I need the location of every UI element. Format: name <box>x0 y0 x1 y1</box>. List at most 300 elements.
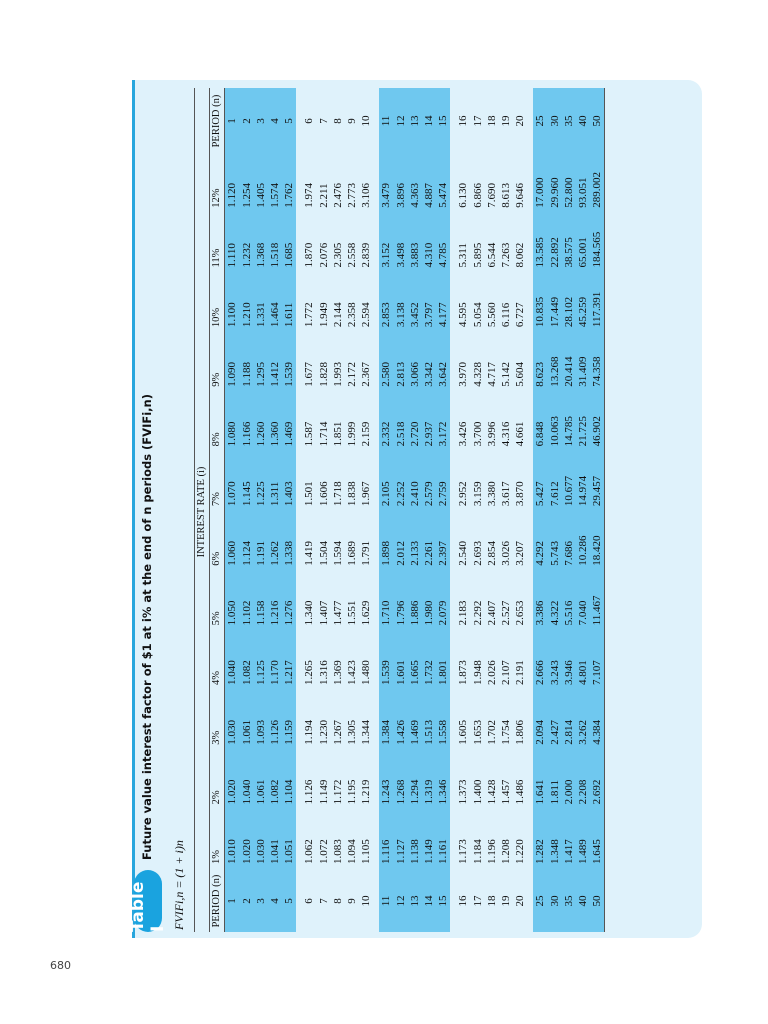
rate-header: 2% <box>210 751 225 811</box>
period-cell: 5 <box>282 870 296 932</box>
factor-cell: 1.149 <box>422 810 436 870</box>
factor-cell: 2.144 <box>331 302 344 328</box>
rate-header: 5% <box>210 572 225 632</box>
table-row <box>422 88 436 932</box>
period-cell: 6 <box>303 898 316 904</box>
period-cell-right: 11 <box>379 88 393 154</box>
period-cell-right: 30 <box>548 88 562 154</box>
factor-cell: 1.457 <box>500 779 513 805</box>
factor-cell: 5.054 <box>471 302 484 328</box>
factor-cell: 1.184 <box>471 839 484 864</box>
table-row <box>359 88 373 932</box>
factor-cell: 1.400 <box>471 779 484 805</box>
factor-cell: 1.102 <box>240 572 254 632</box>
factor-cell: 4.887 <box>422 154 436 214</box>
table-row <box>576 88 590 932</box>
factor-cell: 2.476 <box>331 183 344 208</box>
factor-cell: 9.646 <box>514 183 527 208</box>
factor-cell: 1.605 <box>457 719 470 745</box>
factor-cell: 7.686 <box>562 512 576 572</box>
factor-cell: 1.100 <box>225 273 240 333</box>
factor-cell: 10.835 <box>533 273 547 333</box>
factor-cell: 1.689 <box>346 540 359 566</box>
factor-cell: 1.020 <box>240 810 254 870</box>
factor-cell: 1.501 <box>303 481 316 507</box>
factor-cell: 1.685 <box>282 214 296 274</box>
factor-cell: 2.292 <box>471 600 484 626</box>
period-cell-right: 16 <box>457 115 470 127</box>
factor-cell: 1.641 <box>533 751 547 811</box>
period-cell-right: 12 <box>394 88 408 154</box>
header-columns-row <box>210 88 225 932</box>
factor-cell: 2.839 <box>360 242 373 268</box>
factor-cell: 2.854 <box>485 540 498 566</box>
factor-cell: 1.346 <box>436 751 450 811</box>
factor-cell: 7.612 <box>548 452 562 512</box>
factor-cell: 1.993 <box>331 362 344 387</box>
factor-cell: 1.801 <box>436 631 450 691</box>
factor-cell: 1.426 <box>394 691 408 751</box>
factor-cell: 7.107 <box>590 631 605 691</box>
factor-cell: 8.623 <box>533 333 547 393</box>
factor-cell: 1.191 <box>254 512 268 572</box>
factor-cell: 1.558 <box>436 691 450 751</box>
factor-cell: 1.093 <box>254 691 268 751</box>
factor-cell: 1.208 <box>500 839 513 864</box>
period-cell: 11 <box>379 870 393 932</box>
factor-cell: 3.896 <box>394 154 408 214</box>
factor-cell: 1.949 <box>317 302 330 328</box>
period-cell: 12 <box>394 870 408 932</box>
rotated-table-content <box>128 80 702 938</box>
factor-cell: 5.427 <box>533 452 547 512</box>
factor-cell: 1.225 <box>254 452 268 512</box>
factor-cell: 11.467 <box>590 572 605 632</box>
factor-cell: 1.405 <box>254 154 268 214</box>
factor-cell: 1.601 <box>394 631 408 691</box>
factor-cell: 1.010 <box>225 810 240 870</box>
factor-cell: 3.617 <box>500 481 513 507</box>
table-row <box>331 88 345 932</box>
factor-cell: 2.692 <box>590 751 605 811</box>
header-spacer-left <box>195 870 210 932</box>
factor-cell: 1.188 <box>240 333 254 393</box>
factor-cell: 1.489 <box>576 810 590 870</box>
factor-cell: 3.498 <box>394 214 408 274</box>
factor-cell: 2.952 <box>457 481 470 507</box>
factor-cell: 1.282 <box>533 810 547 870</box>
factor-cell: 1.412 <box>268 333 282 393</box>
factor-cell: 3.970 <box>457 362 470 387</box>
table-row <box>225 88 240 932</box>
factor-cell: 93.051 <box>576 154 590 214</box>
factor-cell: 2.211 <box>317 183 330 208</box>
factor-cell: 1.718 <box>331 481 344 507</box>
factor-cell: 1.170 <box>268 631 282 691</box>
factor-cell: 2.653 <box>514 600 527 626</box>
table-row <box>533 88 547 932</box>
factor-cell: 1.754 <box>500 719 513 745</box>
factor-cell: 2.133 <box>408 512 422 572</box>
period-cell: 25 <box>533 870 547 932</box>
factor-cell: 1.551 <box>346 600 359 626</box>
factor-cell: 5.895 <box>471 242 484 268</box>
factor-cell: 4.384 <box>590 691 605 751</box>
factor-cell: 1.090 <box>225 333 240 393</box>
factor-cell: 6.848 <box>533 393 547 453</box>
factor-cell: 1.539 <box>379 631 393 691</box>
table-row <box>240 88 254 932</box>
factor-cell: 1.762 <box>282 154 296 214</box>
period-header-left: PERIOD (n) <box>210 870 225 932</box>
factor-cell: 1.041 <box>268 810 282 870</box>
factor-cell: 2.814 <box>562 691 576 751</box>
table-row <box>379 88 393 932</box>
fvif-table <box>194 88 605 932</box>
factor-cell: 1.629 <box>360 600 373 626</box>
factor-cell: 21.725 <box>576 393 590 453</box>
factor-cell: 2.518 <box>394 393 408 453</box>
period-cell-right: 18 <box>485 115 498 127</box>
factor-cell: 1.732 <box>422 631 436 691</box>
factor-cell: 1.220 <box>514 839 527 864</box>
factor-cell: 2.159 <box>360 421 373 447</box>
factor-cell: 4.661 <box>514 421 527 447</box>
period-cell: 15 <box>436 870 450 932</box>
period-cell: 14 <box>422 870 436 932</box>
factor-cell: 1.999 <box>346 421 359 447</box>
period-cell: 50 <box>590 870 605 932</box>
period-cell: 18 <box>485 895 498 907</box>
factor-cell: 1.294 <box>408 751 422 811</box>
factor-cell: 2.720 <box>408 393 422 453</box>
factor-cell: 2.094 <box>533 691 547 751</box>
period-cell: 7 <box>317 898 330 904</box>
period-cell-right: 4 <box>268 88 282 154</box>
factor-cell: 1.260 <box>254 393 268 453</box>
factor-cell: 1.469 <box>282 393 296 453</box>
factor-cell: 2.079 <box>436 572 450 632</box>
factor-cell: 1.348 <box>548 810 562 870</box>
factor-cell: 13.585 <box>533 214 547 274</box>
factor-cell: 2.208 <box>576 751 590 811</box>
factor-cell: 1.219 <box>360 779 373 805</box>
factor-cell: 1.116 <box>379 810 393 870</box>
factor-cell: 1.210 <box>240 273 254 333</box>
factor-cell: 5.560 <box>485 302 498 328</box>
rate-header: 6% <box>210 512 225 572</box>
factor-cell: 1.594 <box>331 540 344 566</box>
table-row <box>513 88 527 932</box>
factor-cell: 1.243 <box>379 751 393 811</box>
factor-cell: 7.040 <box>576 572 590 632</box>
period-cell-right: 17 <box>471 115 484 127</box>
factor-cell: 3.026 <box>500 540 513 566</box>
factor-cell: 1.158 <box>254 572 268 632</box>
factor-cell: 4.717 <box>485 362 498 387</box>
factor-cell: 1.316 <box>317 660 330 686</box>
factor-cell: 3.700 <box>471 421 484 447</box>
factor-cell: 1.340 <box>303 600 316 626</box>
period-cell: 17 <box>471 895 484 907</box>
period-cell-right: 6 <box>303 118 316 124</box>
table-row <box>436 88 450 932</box>
factor-cell: 22.892 <box>548 214 562 274</box>
factor-cell: 1.267 <box>331 719 344 745</box>
factor-cell: 3.066 <box>408 333 422 393</box>
factor-cell: 1.061 <box>240 691 254 751</box>
table-row <box>562 88 576 932</box>
period-cell: 20 <box>514 895 527 907</box>
factor-cell: 5.743 <box>548 512 562 572</box>
rate-header: 10% <box>210 273 225 333</box>
factor-cell: 1.811 <box>548 751 562 811</box>
factor-cell: 2.407 <box>485 600 498 626</box>
factor-cell: 1.062 <box>303 839 316 864</box>
factor-cell: 2.332 <box>379 393 393 453</box>
factor-cell: 1.125 <box>254 631 268 691</box>
period-cell-right: 7 <box>317 118 330 124</box>
factor-cell: 1.828 <box>317 362 330 387</box>
factor-cell: 1.368 <box>254 214 268 274</box>
period-cell-right: 20 <box>514 115 527 127</box>
table-row <box>302 88 316 932</box>
factor-cell: 1.195 <box>346 779 359 805</box>
factor-cell: 2.693 <box>471 540 484 566</box>
factor-cell: 1.268 <box>394 751 408 811</box>
factor-cell: 1.518 <box>268 214 282 274</box>
factor-cell: 1.486 <box>514 779 527 805</box>
factor-cell: 2.191 <box>514 660 527 686</box>
period-cell-right: 2 <box>240 88 254 154</box>
factor-cell: 5.311 <box>457 243 470 268</box>
factor-cell: 17.449 <box>548 273 562 333</box>
factor-cell: 6.866 <box>471 183 484 208</box>
factor-cell: 2.076 <box>317 242 330 268</box>
factor-cell: 1.124 <box>240 512 254 572</box>
header-rate-row <box>195 88 210 932</box>
factor-cell: 3.159 <box>471 481 484 507</box>
factor-cell: 1.110 <box>225 214 240 274</box>
period-cell: 8 <box>331 898 344 904</box>
period-cell-right: 1 <box>225 88 240 154</box>
factor-cell: 2.305 <box>331 242 344 268</box>
factor-cell: 6.130 <box>457 183 470 208</box>
factor-cell: 1.653 <box>471 719 484 745</box>
factor-cell: 10.063 <box>548 393 562 453</box>
table-row <box>471 88 485 932</box>
factor-cell: 1.587 <box>303 421 316 447</box>
factor-cell: 1.040 <box>240 751 254 811</box>
table-row <box>345 88 359 932</box>
factor-cell: 1.980 <box>422 572 436 632</box>
factor-cell: 4.801 <box>576 631 590 691</box>
factor-cell: 1.710 <box>379 572 393 632</box>
factor-cell: 1.806 <box>514 719 527 745</box>
period-cell-right: 50 <box>590 88 605 154</box>
table-row <box>456 88 470 932</box>
factor-cell: 1.384 <box>379 691 393 751</box>
factor-cell: 1.127 <box>394 810 408 870</box>
factor-cell: 4.322 <box>548 572 562 632</box>
factor-cell: 2.580 <box>379 333 393 393</box>
factor-cell: 1.513 <box>422 691 436 751</box>
factor-cell: 1.702 <box>485 719 498 745</box>
factor-cell: 45.259 <box>576 273 590 333</box>
factor-cell: 1.060 <box>225 512 240 572</box>
factor-cell: 289.002 <box>590 154 605 214</box>
factor-cell: 1.305 <box>346 719 359 745</box>
factor-cell: 1.083 <box>331 839 344 864</box>
factor-cell: 3.243 <box>548 631 562 691</box>
factor-cell: 1.319 <box>422 751 436 811</box>
factor-cell: 1.611 <box>282 273 296 333</box>
factor-cell: 2.759 <box>436 452 450 512</box>
factor-cell: 1.480 <box>360 660 373 686</box>
factor-cell: 2.261 <box>422 512 436 572</box>
factor-cell: 4.785 <box>436 214 450 274</box>
factor-cell: 1.311 <box>268 452 282 512</box>
factor-cell: 65.001 <box>576 214 590 274</box>
factor-cell: 1.407 <box>317 600 330 626</box>
rate-header: 4% <box>210 631 225 691</box>
rate-header: 8% <box>210 393 225 453</box>
table-row <box>282 88 296 932</box>
table-row <box>499 88 513 932</box>
factor-cell: 4.363 <box>408 154 422 214</box>
factor-cell: 2.527 <box>500 600 513 626</box>
factor-cell: 1.254 <box>240 154 254 214</box>
period-cell-right: 10 <box>360 115 373 127</box>
period-cell-right: 40 <box>576 88 590 154</box>
factor-cell: 1.851 <box>331 421 344 447</box>
factor-cell: 1.539 <box>282 333 296 393</box>
factor-cell: 1.477 <box>331 600 344 626</box>
factor-cell: 1.196 <box>485 839 498 864</box>
table-row <box>394 88 408 932</box>
factor-cell: 1.104 <box>282 751 296 811</box>
factor-cell: 2.853 <box>379 273 393 333</box>
factor-cell: 29.960 <box>548 154 562 214</box>
factor-cell: 4.177 <box>436 273 450 333</box>
factor-cell: 1.050 <box>225 572 240 632</box>
factor-cell: 1.469 <box>408 691 422 751</box>
factor-cell: 8.613 <box>500 183 513 208</box>
factor-cell: 3.642 <box>436 333 450 393</box>
factor-cell: 1.105 <box>360 839 373 864</box>
factor-cell: 2.594 <box>360 302 373 328</box>
factor-cell: 1.061 <box>254 751 268 811</box>
factor-cell: 3.342 <box>422 333 436 393</box>
factor-cell: 1.331 <box>254 273 268 333</box>
table-body <box>225 88 605 932</box>
factor-cell: 1.791 <box>360 540 373 566</box>
factor-cell: 4.328 <box>471 362 484 387</box>
factor-cell: 18.420 <box>590 512 605 572</box>
factor-cell: 1.428 <box>485 779 498 805</box>
table-row <box>590 88 605 932</box>
factor-cell: 1.232 <box>240 214 254 274</box>
factor-cell: 7.690 <box>485 183 498 208</box>
period-cell-right: 25 <box>533 88 547 154</box>
rate-header: 9% <box>210 333 225 393</box>
factor-cell: 1.265 <box>303 660 316 686</box>
factor-cell: 1.030 <box>225 691 240 751</box>
table-row <box>408 88 422 932</box>
period-cell: 4 <box>268 870 282 932</box>
factor-cell: 1.796 <box>394 572 408 632</box>
factor-cell: 20.414 <box>562 333 576 393</box>
factor-cell: 2.183 <box>457 600 470 626</box>
factor-cell: 3.262 <box>576 691 590 751</box>
factor-cell: 2.579 <box>422 452 436 512</box>
rate-header: 12% <box>210 154 225 214</box>
period-cell-right: 5 <box>282 88 296 154</box>
factor-cell: 2.358 <box>346 302 359 328</box>
header-spacer-right <box>195 88 210 154</box>
fvif-table-wrapper <box>194 88 692 932</box>
factor-cell: 3.870 <box>514 481 527 507</box>
factor-cell: 1.574 <box>268 154 282 214</box>
factor-cell: 52.800 <box>562 154 576 214</box>
period-cell-right: 9 <box>346 118 359 124</box>
factor-cell: 2.252 <box>394 452 408 512</box>
factor-cell: 1.403 <box>282 452 296 512</box>
factor-cell: 3.207 <box>514 540 527 566</box>
factor-cell: 6.116 <box>500 302 513 328</box>
factor-cell: 1.082 <box>240 631 254 691</box>
factor-cell: 7.263 <box>500 242 513 268</box>
factor-cell: 3.946 <box>562 631 576 691</box>
factor-cell: 3.797 <box>422 273 436 333</box>
period-cell-right: 13 <box>408 88 422 154</box>
rate-header: 11% <box>210 214 225 274</box>
factor-cell: 2.397 <box>436 512 450 572</box>
factor-cell: 2.937 <box>422 393 436 453</box>
factor-cell: 6.727 <box>514 302 527 328</box>
factor-cell: 1.870 <box>303 242 316 268</box>
factor-cell: 1.126 <box>268 691 282 751</box>
factor-cell: 1.138 <box>408 810 422 870</box>
factor-cell: 1.344 <box>360 719 373 745</box>
factor-cell: 1.838 <box>346 481 359 507</box>
period-cell-right: 35 <box>562 88 576 154</box>
factor-cell: 28.102 <box>562 273 576 333</box>
factor-cell: 2.107 <box>500 660 513 686</box>
factor-cell: 2.558 <box>346 242 359 268</box>
factor-cell: 10.286 <box>576 512 590 572</box>
factor-cell: 1.072 <box>317 839 330 864</box>
factor-cell: 1.276 <box>282 572 296 632</box>
factor-cell: 117.391 <box>590 273 605 333</box>
factor-cell: 3.172 <box>436 393 450 453</box>
factor-cell: 1.665 <box>408 631 422 691</box>
table-row <box>254 88 268 932</box>
factor-cell: 14.785 <box>562 393 576 453</box>
period-cell-right: 15 <box>436 88 450 154</box>
factor-cell: 2.000 <box>562 751 576 811</box>
factor-cell: 10.677 <box>562 452 576 512</box>
table-row <box>317 88 331 932</box>
factor-cell: 1.126 <box>303 779 316 805</box>
factor-cell: 2.773 <box>346 183 359 208</box>
factor-cell: 1.120 <box>225 154 240 214</box>
table-title: Future value interest factor of $1 at i% at the end of n periods (FVIFi,n) <box>140 394 154 860</box>
factor-cell: 1.417 <box>562 810 576 870</box>
factor-cell: 1.194 <box>303 719 316 745</box>
factor-cell: 3.479 <box>379 154 393 214</box>
factor-cell: 3.380 <box>485 481 498 507</box>
